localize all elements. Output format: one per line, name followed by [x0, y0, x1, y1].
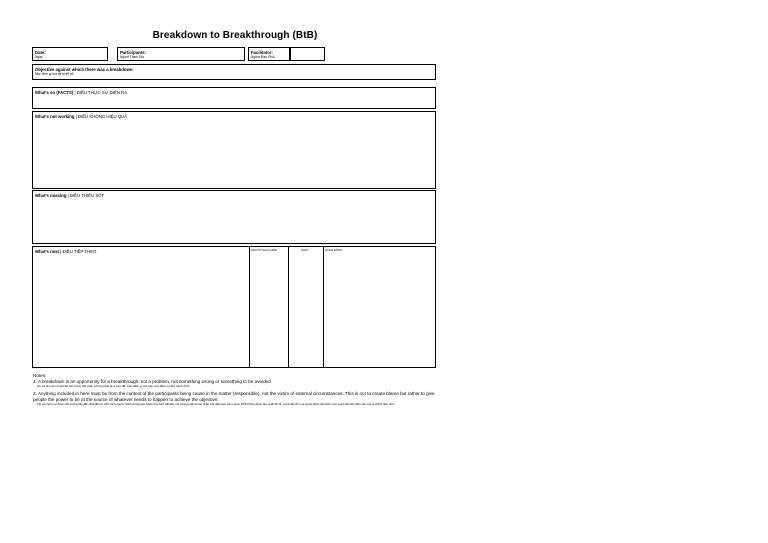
- notes-heading: Notes:: [33, 373, 47, 378]
- note-1-vi: Sự cố là một cơ hội để tạo bước đột phá, không phải là 1 vấn đề, một điều gì sai hay một điều có thể tránh khỏi: [37, 383, 190, 388]
- next-column-divider: [288, 247, 289, 367]
- facilitator-label: Facilitator:: [251, 50, 273, 55]
- next-column-divider: [249, 247, 250, 367]
- next-box[interactable]: [32, 246, 436, 368]
- facilitator-box[interactable]: [248, 47, 290, 61]
- date-label: Date:: [35, 50, 46, 55]
- participants-sub-label: Người Tham Gia: [120, 55, 144, 59]
- note-1: 1. A breakdown is an opportunity for a breakthrough, not a problem, not something wrong or something to be avoided: [33, 378, 271, 384]
- facts-box[interactable]: [32, 87, 436, 109]
- not-working-label: What's not working | ĐIỀU KHÔNG HIỆU QUẢ: [35, 114, 128, 119]
- missing-box[interactable]: [32, 190, 436, 244]
- date-sub-label: Ngày: [35, 55, 43, 59]
- participants-box[interactable]: [117, 47, 245, 61]
- not-working-box[interactable]: [32, 111, 436, 189]
- date-box[interactable]: [32, 47, 108, 61]
- page-title: Breakdown to Breakthrough (BtB): [152, 30, 318, 41]
- next-col-who: NGƯỜI THỰC HIỆN: [251, 248, 278, 252]
- next-col-when: NGÀY: [301, 248, 309, 252]
- objective-label: Objective against which there was a breakdown:: [35, 67, 134, 72]
- next-label: What's next | ĐIỀU TIẾP THEO: [35, 249, 97, 254]
- missing-label: What's missing | ĐIỀU THIẾU SÓT: [35, 193, 105, 198]
- note-2-vi: Tất cả những gì được viết xuống đây đều phải đến từ viễn cảnh người "Mình là Nguyên Nhân Của Mọi Vấn Đề, mà không phải là nạn nhân của điều kiện bên ngoài. BTB không được tạo ra để đổ lỗi, mà là để cho mọi người được tiếp thêm sức mạnh để biến điều cần xảy ra thành hiện thực.: [37, 401, 396, 406]
- next-col-action: HÀNH ĐỘNG: [325, 248, 343, 252]
- objective-sub-label: Mục đích gì mà đã bị đổ vỡ: [35, 72, 74, 76]
- note-2: 2. Anything included in here must be from the context of the participants being cause in the matter (responsible), not the victim of external circumstances. This is not to create blame but rather to give people the power to be at the source of whatever needs to happen to achieve the objective.: [33, 391, 435, 403]
- facilitator-value-box[interactable]: [290, 47, 325, 61]
- objective-box[interactable]: [32, 64, 436, 80]
- participants-label: Participants:: [120, 50, 147, 55]
- facts-label: What's so (FACTS) | ĐIỀU THỰC SỰ DIỄN RA: [35, 90, 128, 95]
- notes-section: [33, 373, 443, 406]
- facilitator-sub-label: Người Điều Phối: [251, 55, 275, 59]
- next-column-divider: [323, 247, 324, 367]
